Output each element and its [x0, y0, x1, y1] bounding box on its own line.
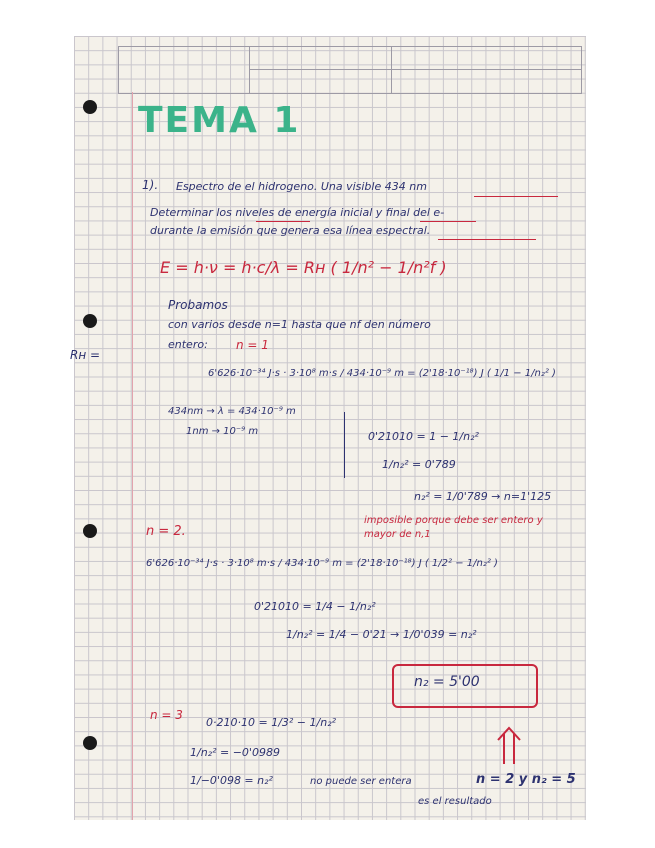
binder-hole [83, 524, 97, 538]
double-arrow-icon [494, 726, 524, 766]
underline [474, 196, 558, 197]
separator-line [344, 412, 345, 478]
conversion-1: 434nm → λ = 434·10⁻⁹ m [168, 406, 296, 417]
case-n3-label: n = 3 [150, 708, 183, 722]
header-grid-box [118, 46, 582, 94]
result-n1-1: 0'21010 = 1 − 1/n₂² [368, 430, 479, 443]
result-n3-1: 0·210·10 = 1/3² − 1/n₂² [206, 716, 337, 729]
underline [420, 221, 476, 222]
probamos-text: Probamos [168, 298, 228, 312]
con-varios-text: con varios desde n=1 hasta que nf den número [168, 318, 431, 331]
page-margin-line [132, 92, 133, 820]
binder-hole [83, 314, 97, 328]
result-n2-1: 0'21010 = 1/4 − 1/n₂² [254, 600, 376, 613]
resultado-note: es el resultado [418, 796, 492, 807]
entero-text: entero: [168, 338, 208, 351]
energy-equation: E = h·ν = h·c/λ = Rн ( 1/n² − 1/n²f ) [160, 258, 447, 277]
case-n1-label: n = 1 [236, 338, 269, 352]
result-n1-2: 1/n₂² = 0'789 [382, 458, 456, 471]
page-title: TEMA 1 [138, 100, 301, 141]
final-answer: n = 2 y n₂ = 5 [476, 772, 576, 787]
problem-line-3: durante la emisión que genera esa línea espectral. [150, 224, 431, 237]
result-n1-3: n₂² = 1/0'789 → n=1'125 [414, 490, 552, 503]
underline [438, 239, 536, 240]
problem-number: 1). [142, 178, 159, 192]
binder-hole [83, 100, 97, 114]
imposible-note: imposible porque debe ser entero y mayor de n,1 [364, 515, 543, 540]
result-n3-3: 1/−0'098 = n₂² [190, 774, 273, 787]
rh-margin-note: Rн = [70, 348, 101, 362]
boxed-result: n₂ = 5'00 [414, 674, 480, 690]
underline [256, 221, 310, 222]
problem-line-1: Espectro de el hidrogeno. Una visible 434 nm [176, 180, 427, 193]
calc-n1: 6'626·10⁻³⁴ J·s · 3·10⁸ m·s / 434·10⁻⁹ m = (2'18·10⁻¹⁸) J ( 1/1 − 1/n₂² ) [208, 368, 556, 379]
conversion-2: 1nm → 10⁻⁹ m [186, 426, 259, 437]
result-n2-2: 1/n₂² = 1/4 − 0'21 → 1/0'039 = n₂² [286, 628, 477, 641]
calc-n2: 6'626·10⁻³⁴ J·s · 3·10⁸ m·s / 434·10⁻⁹ m = (2'18·10⁻¹⁸) J ( 1/2² − 1/n₂² ) [146, 558, 498, 569]
case-n2-label: n = 2. [146, 524, 186, 539]
problem-line-2: Determinar los niveles de energía inicial y final del e- [150, 206, 445, 219]
no-puede-note: no puede ser entera [310, 776, 412, 787]
result-n3-2: 1/n₂² = −0'0989 [190, 746, 280, 759]
binder-hole [83, 736, 97, 750]
